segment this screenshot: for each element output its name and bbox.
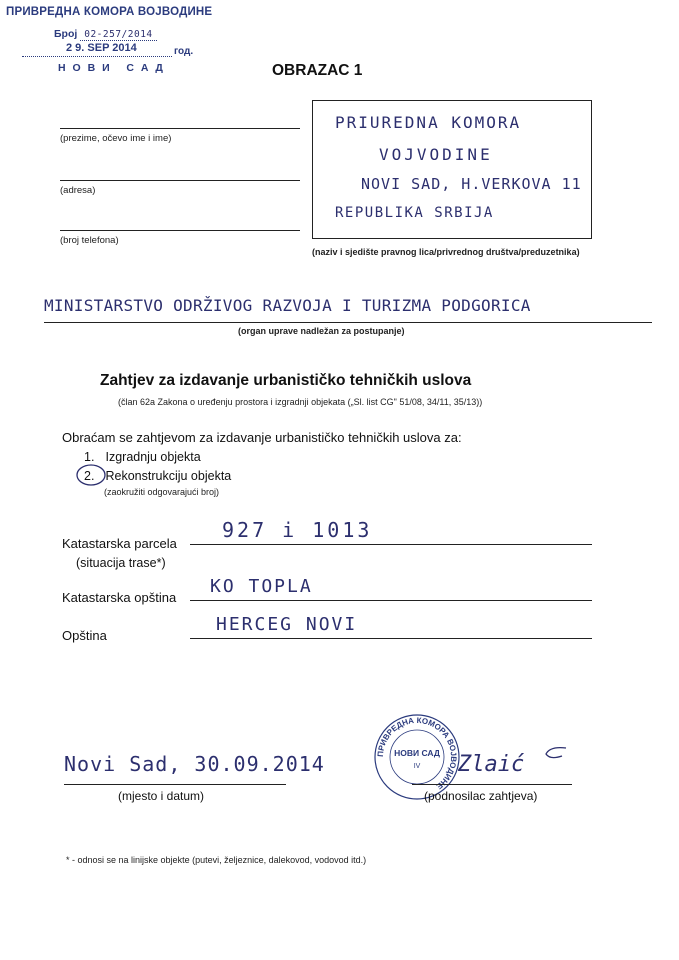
option-note: (zaokružiti odgovarajući broj): [104, 487, 220, 497]
applicant-sign-line: [412, 784, 572, 785]
stamp-date-line: [22, 44, 172, 57]
stamp-header: [2, 4, 213, 74]
round-stamp-roman: IV: [413, 763, 421, 770]
legal-entity-line-3: NOVI SAD, H.VERKOVA 11: [361, 175, 582, 193]
opstina-line: [190, 638, 592, 639]
place-date-line: [64, 784, 286, 785]
request-intro: Obraćam se zahtjevom za izdavanje urbanističko tehničkih uslova za:: [62, 430, 462, 445]
request-title: Zahtjev za izdavanje urbanističko tehničkih uslova: [100, 372, 472, 389]
stamp-city: Н О В И С А Д: [58, 62, 165, 74]
form-title: OBRAZAC 1: [272, 62, 363, 79]
name-label: (prezime, očevo ime i ime): [60, 133, 172, 144]
round-stamp-center: НОВИ САД: [394, 748, 440, 758]
authority-value: MINISTARSTVO ODRŽIVOG RAZVOJA I TURIZMA PODGORICA: [44, 296, 531, 315]
round-stamp-outer-text: ПРИВРЕДНА КОМОРА ВОЈВОДИНЕ: [375, 715, 459, 791]
signature-flourish: [540, 744, 570, 764]
legal-entity-caption: (naziv i sjedište pravnog lica/privrednog društva/preduzetnika): [312, 247, 580, 257]
authority-caption: (organ uprave nadležan za postupanje): [238, 326, 405, 336]
request-subtitle: (član 62a Zakona o uređenju prostora i izgradnji objekata („Sl. list CG" 51/08, 34/11, 35/13)): [118, 397, 483, 407]
phone-label: (broj telefona): [60, 235, 119, 246]
applicant-sign-label: (podnosilac zahtjeva): [424, 789, 538, 803]
opstina-label: Opština: [62, 628, 107, 643]
stamp-god-label: год.: [174, 46, 194, 57]
stamp-date: 2 9. SEP 2014: [66, 42, 137, 54]
parcela-line: [190, 544, 592, 545]
authority-line: [44, 322, 652, 323]
option-1-label: Izgradnju objekta: [105, 450, 201, 464]
stamp-org: ПРИВРЕДНА КОМОРА ВОЈВОДИНЕ: [6, 6, 213, 18]
address-label: (adresa): [60, 185, 96, 196]
opstina-value: HERCEG NOVI: [216, 614, 358, 635]
parcela-value: 927 i 1013: [222, 518, 373, 542]
address-line: [60, 180, 300, 181]
legal-entity-box: [312, 100, 592, 239]
option-2-label: Rekonstrukciju objekta: [105, 469, 232, 483]
footnote: * - odnosi se na linijske objekte (putevi, željeznice, dalekovod, vodovod itd.): [66, 855, 367, 865]
parcela-label: Katastarska parcela: [62, 536, 177, 551]
stamp-broj-value: 02-257/2014: [80, 29, 156, 41]
place-date-label: (mjesto i datum): [118, 789, 205, 803]
place-date-value: Novi Sad, 30.09.2014: [64, 752, 325, 776]
signature: Zlaić: [458, 752, 525, 777]
option-2-num: 2.: [84, 469, 95, 483]
kat-opstina-value: KO TOPLA: [210, 576, 313, 597]
legal-entity-line-2: VOJVODINE: [379, 145, 493, 164]
option-2-circle: [74, 462, 108, 488]
legal-entity-line-1: PRIUREDNA KOMORA: [335, 113, 522, 132]
phone-line: [60, 230, 300, 231]
name-line: [60, 128, 300, 129]
kat-opstina-label: Katastarska opština: [62, 590, 177, 605]
legal-entity-line-4: REPUBLIKA SRBIJA: [335, 205, 494, 221]
parcela-sub: (situacija trase*): [76, 556, 166, 570]
stamp-broj-row: [54, 28, 157, 40]
stamp-broj-label: Број: [54, 28, 78, 40]
option-1-num: 1.: [84, 450, 95, 464]
kat-opstina-line: [190, 600, 592, 601]
